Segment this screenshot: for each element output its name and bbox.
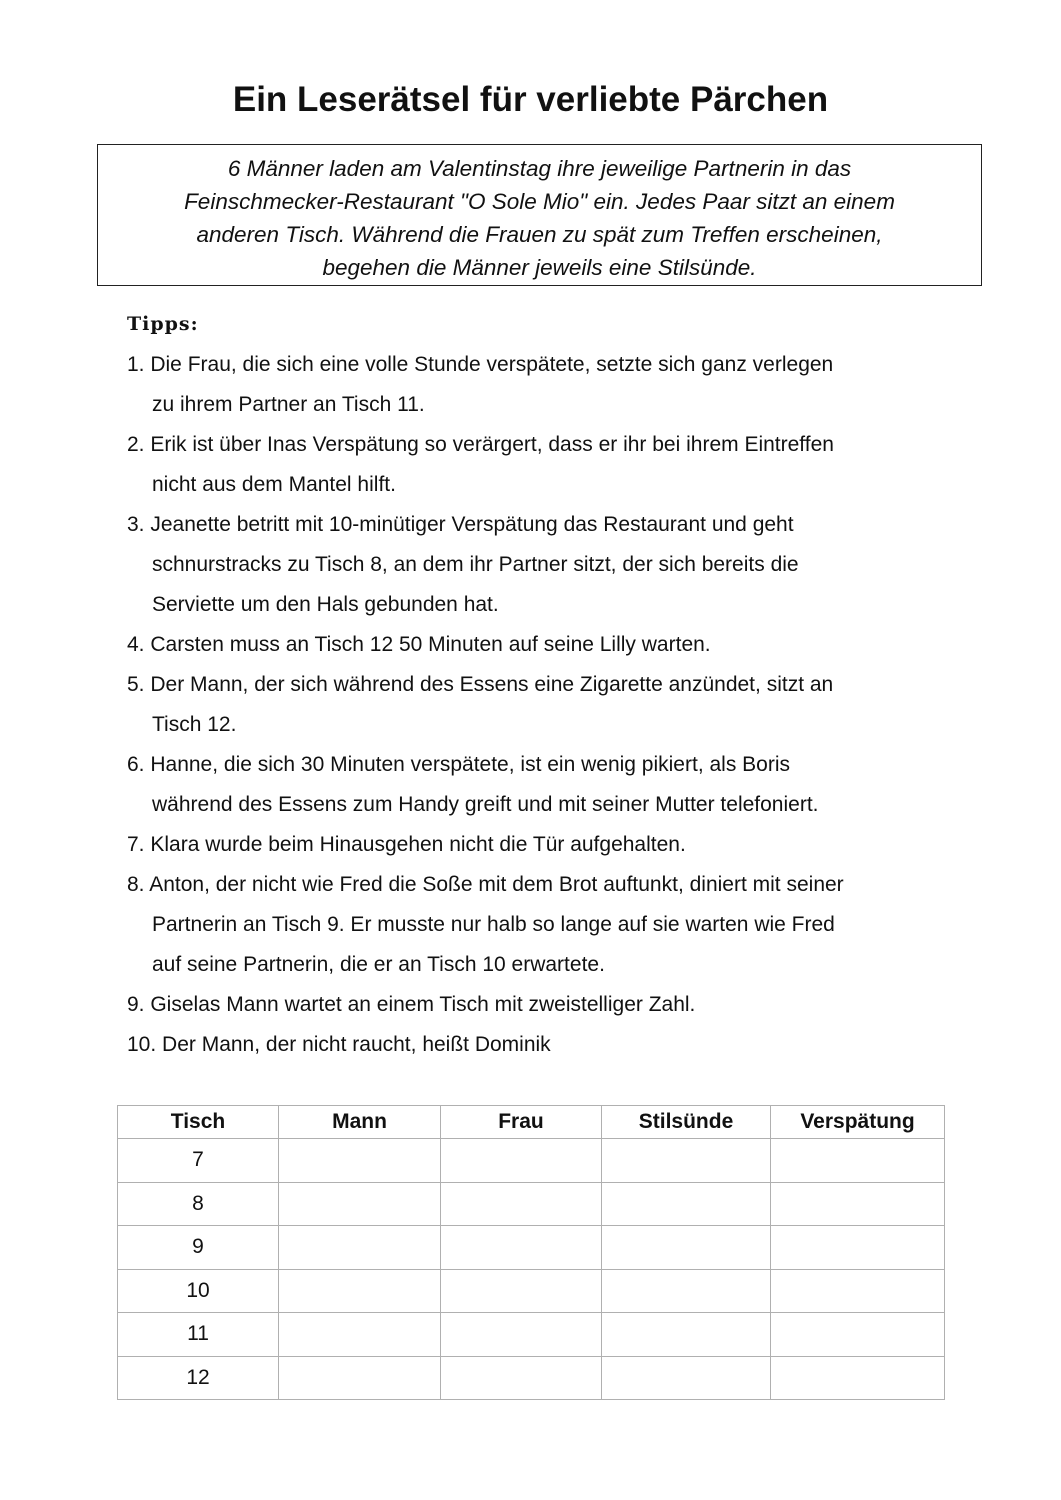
intro-box (97, 144, 982, 286)
header-verspaetung: Verspätung (771, 1106, 945, 1139)
answer-cell-verspätung[interactable] (771, 1313, 945, 1357)
tip-item (127, 865, 844, 985)
answer-cell-mann[interactable] (279, 1139, 441, 1183)
tip-line: während des Essens zum Handy greift und mit seiner Mutter telefoniert. (152, 793, 819, 816)
answer-cell-stilsünde[interactable] (602, 1182, 771, 1226)
answer-cell-stilsünde[interactable] (602, 1269, 771, 1313)
tip-item (127, 345, 844, 425)
tip-item (127, 625, 844, 665)
answer-cell-mann[interactable] (279, 1356, 441, 1400)
answer-cell-stilsünde[interactable] (602, 1313, 771, 1357)
tip-item (127, 985, 844, 1025)
table-row (118, 1313, 945, 1357)
tip-line: 8. Anton, der nicht wie Fred die Soße mit dem Brot auftunkt, diniert mit seiner (127, 873, 844, 896)
table-number-cell: 9 (118, 1226, 279, 1270)
tip-line: 7. Klara wurde beim Hinausgehen nicht die Tür aufgehalten. (127, 833, 686, 856)
table-number-cell: 10 (118, 1269, 279, 1313)
header-tisch: Tisch (118, 1106, 279, 1139)
tip-line: 2. Erik ist über Inas Verspätung so verärgert, dass er ihr bei ihrem Eintreffen (127, 433, 834, 456)
answer-cell-mann[interactable] (279, 1269, 441, 1313)
tip-item (127, 505, 844, 625)
answer-cell-stilsünde[interactable] (602, 1139, 771, 1183)
header-stilsuende: Stilsünde (602, 1106, 771, 1139)
answer-cell-verspätung[interactable] (771, 1182, 945, 1226)
tip-line: schnurstracks zu Tisch 8, an dem ihr Partner sitzt, der sich bereits die (152, 553, 799, 576)
table-row (118, 1269, 945, 1313)
table-number-cell: 12 (118, 1356, 279, 1400)
tip-item (127, 1025, 844, 1065)
tip-item (127, 745, 844, 825)
tip-line: Partnerin an Tisch 9. Er musste nur halb so lange auf sie warten wie Fred (152, 913, 835, 936)
answer-cell-frau[interactable] (441, 1356, 602, 1400)
solution-table (117, 1105, 945, 1400)
answer-cell-mann[interactable] (279, 1182, 441, 1226)
answer-cell-verspätung[interactable] (771, 1226, 945, 1270)
table-row (118, 1356, 945, 1400)
tip-line: 3. Jeanette betritt mit 10-minütiger Verspätung das Restaurant und geht (127, 513, 794, 536)
intro-line: begehen die Männer jeweils eine Stilsünde. (322, 255, 757, 280)
tip-line: 9. Giselas Mann wartet an einem Tisch mit zweistelliger Zahl. (127, 993, 696, 1016)
header-mann: Mann (279, 1106, 441, 1139)
tip-line: 4. Carsten muss an Tisch 12 50 Minuten auf seine Lilly warten. (127, 633, 711, 656)
answer-cell-frau[interactable] (441, 1139, 602, 1183)
tip-item (127, 665, 844, 745)
tip-item (127, 825, 844, 865)
tip-line: 5. Der Mann, der sich während des Essens eine Zigarette anzündet, sitzt an (127, 673, 834, 696)
tip-line: Tisch 12. (152, 713, 237, 736)
intro-line: Feinschmecker-Restaurant "O Sole Mio" ein. Jedes Paar sitzt an einem (184, 189, 895, 214)
answer-cell-frau[interactable] (441, 1269, 602, 1313)
header-frau: Frau (441, 1106, 602, 1139)
answer-cell-stilsünde[interactable] (602, 1226, 771, 1270)
tip-line: Serviette um den Hals gebunden hat. (152, 593, 499, 616)
tip-line: 6. Hanne, die sich 30 Minuten verspätete, ist ein wenig pikiert, als Boris (127, 753, 791, 776)
answer-cell-mann[interactable] (279, 1226, 441, 1270)
page-title: Ein Leserätsel für verliebte Pärchen (232, 80, 829, 119)
table-number-cell: 8 (118, 1182, 279, 1226)
table-row (118, 1226, 945, 1270)
answer-cell-frau[interactable] (441, 1226, 602, 1270)
tip-line: 1. Die Frau, die sich eine volle Stunde verspätete, setzte sich ganz verlegen (127, 353, 834, 376)
answer-cell-verspätung[interactable] (771, 1356, 945, 1400)
tips-heading: Tipps: (127, 313, 199, 335)
table-number-cell: 11 (118, 1313, 279, 1357)
tip-item (127, 425, 844, 505)
answer-cell-verspätung[interactable] (771, 1269, 945, 1313)
intro-line: 6 Männer laden am Valentinstag ihre jeweilige Partnerin in das (227, 156, 852, 181)
tip-line: 10. Der Mann, der nicht raucht, heißt Dominik (127, 1033, 551, 1056)
answer-cell-frau[interactable] (441, 1313, 602, 1357)
table-number-cell: 7 (118, 1139, 279, 1183)
tip-line: nicht aus dem Mantel hilft. (152, 473, 396, 496)
answer-cell-frau[interactable] (441, 1182, 602, 1226)
table-row (118, 1139, 945, 1183)
tip-line: zu ihrem Partner an Tisch 11. (152, 393, 425, 416)
intro-line: anderen Tisch. Während die Frauen zu spät zum Treffen erscheinen, (196, 222, 883, 247)
answer-cell-verspätung[interactable] (771, 1139, 945, 1183)
answer-cell-mann[interactable] (279, 1313, 441, 1357)
table-row (118, 1182, 945, 1226)
tips-list (127, 345, 844, 1065)
tip-line: auf seine Partnerin, die er an Tisch 10 erwartete. (152, 953, 605, 976)
table-header-row (118, 1106, 945, 1139)
answer-cell-stilsünde[interactable] (602, 1356, 771, 1400)
